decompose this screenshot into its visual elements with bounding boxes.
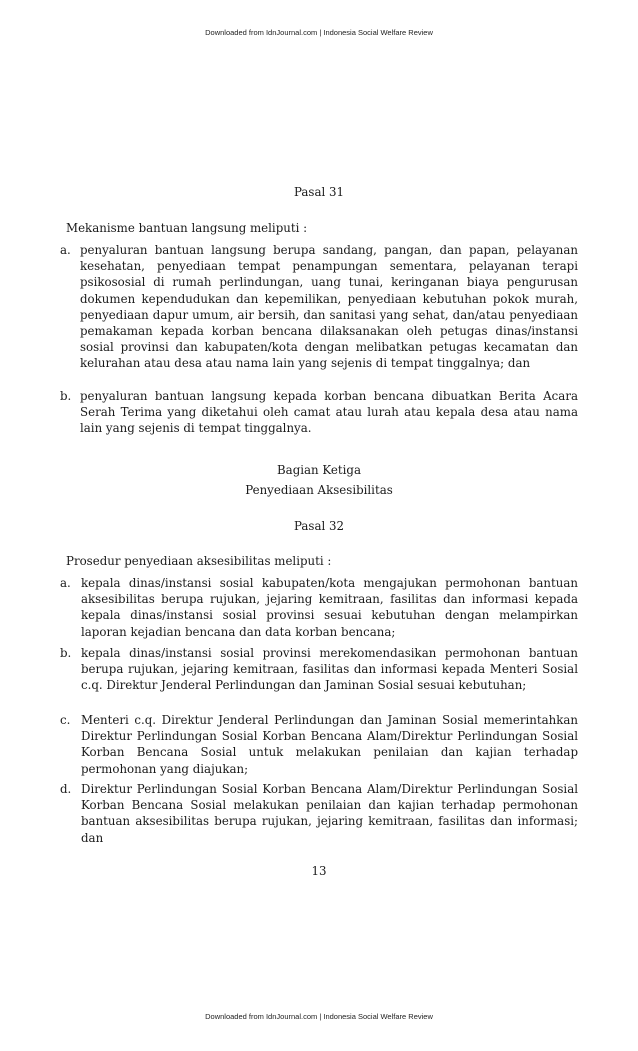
list-item — [60, 781, 578, 846]
list-item-label: b. — [60, 389, 72, 403]
list-item — [60, 712, 578, 777]
list-item-label: a. — [60, 243, 71, 257]
list-item — [60, 388, 578, 437]
pasal-32-intro: Prosedur penyediaan aksesibilitas meliputi : — [66, 554, 332, 568]
list-item-text: kepala dinas/instansi sosial kabupaten/kota mengajukan permohonan bantuan aksesibilitas berupa rujukan, jejaring kemitraan, fasilitas dan informasi kepada kepala dinas/instansi sosial provinsi sesuai kebutuhan dengan melampirkan laporan kejadian bencana dan data korban bencana; — [81, 576, 578, 639]
list-item-text: kepala dinas/instansi sosial provinsi merekomendasikan permohonan bantuan berupa rujukan, jejaring kemitraan, fasilitas dan informasi kepada Menteri Sosial c.q. Direktur Jenderal Perlindungan dan Jaminan Sosial sesuai kebutuhan; — [81, 646, 578, 693]
list-item-label: a. — [60, 576, 71, 590]
list-item — [60, 575, 578, 640]
list-item — [60, 242, 578, 372]
list-item-text: penyaluran bantuan langsung berupa sandang, pangan, dan papan, pelayanan kesehatan, penyediaan tempat penampungan sementara, pelayanan terapi psikososial di rumah perlindungan, uang tunai, keringanan biaya pengurusan dokumen kependudukan dan kepemilikan, penyediaan kebutuhan pokok murah, penyediaan dapur umum, air bersih, dan sanitasi yang sehat, dan/atau penyediaan pemakaman kepada korban bencana dilaksanakan oleh petugas dinas/instansi sosial provinsi dan kabupaten/kota dengan melibatkan petugas kecamatan dan kelurahan atau desa atau nama lain yang sejenis di tempat tinggalnya; dan — [80, 243, 578, 371]
pasal-32-title: Pasal 32 — [293, 519, 345, 533]
section-heading: Bagian Ketiga — [277, 463, 361, 477]
download-watermark-bottom: Downloaded from IdnJournal.com | Indonesia Social Welfare Review — [205, 1012, 433, 1021]
list-item-text: Menteri c.q. Direktur Jenderal Perlindungan dan Jaminan Sosial memerintahkan Direktur Perlindungan Sosial Korban Bencana Alam/Direktur Perlindungan Sosial Korban Bencana Sosial untuk melakukan penilaian dan kajian terhadap permohonan yang diajukan; — [81, 713, 578, 776]
list-item-text: penyaluran bantuan langsung kepada korban bencana dibuatkan Berita Acara Serah Terima yang diketahui oleh camat atau lurah atau kepala desa atau nama lain yang sejenis di tempat tinggalnya. — [80, 389, 578, 436]
section-title: Penyediaan Aksesibilitas — [245, 483, 393, 497]
pasal-31-intro: Mekanisme bantuan langsung meliputi : — [66, 221, 308, 235]
page-number: 13 — [311, 864, 327, 878]
list-item-label: d. — [60, 782, 72, 796]
download-watermark-top: Downloaded from IdnJournal.com | Indonesia Social Welfare Review — [205, 28, 433, 37]
list-item — [60, 645, 578, 694]
list-item-text: Direktur Perlindungan Sosial Korban Bencana Alam/Direktur Perlindungan Sosial Korban Bencana Sosial melakukan penilaian dan kajian terhadap permohonan bantuan aksesibilitas berupa rujukan, jejaring kemitraan, fasilitas dan informasi; dan — [81, 782, 578, 845]
list-item-label: b. — [60, 646, 72, 660]
pasal-31-title: Pasal 31 — [293, 185, 345, 199]
list-item-label: c. — [60, 713, 71, 727]
